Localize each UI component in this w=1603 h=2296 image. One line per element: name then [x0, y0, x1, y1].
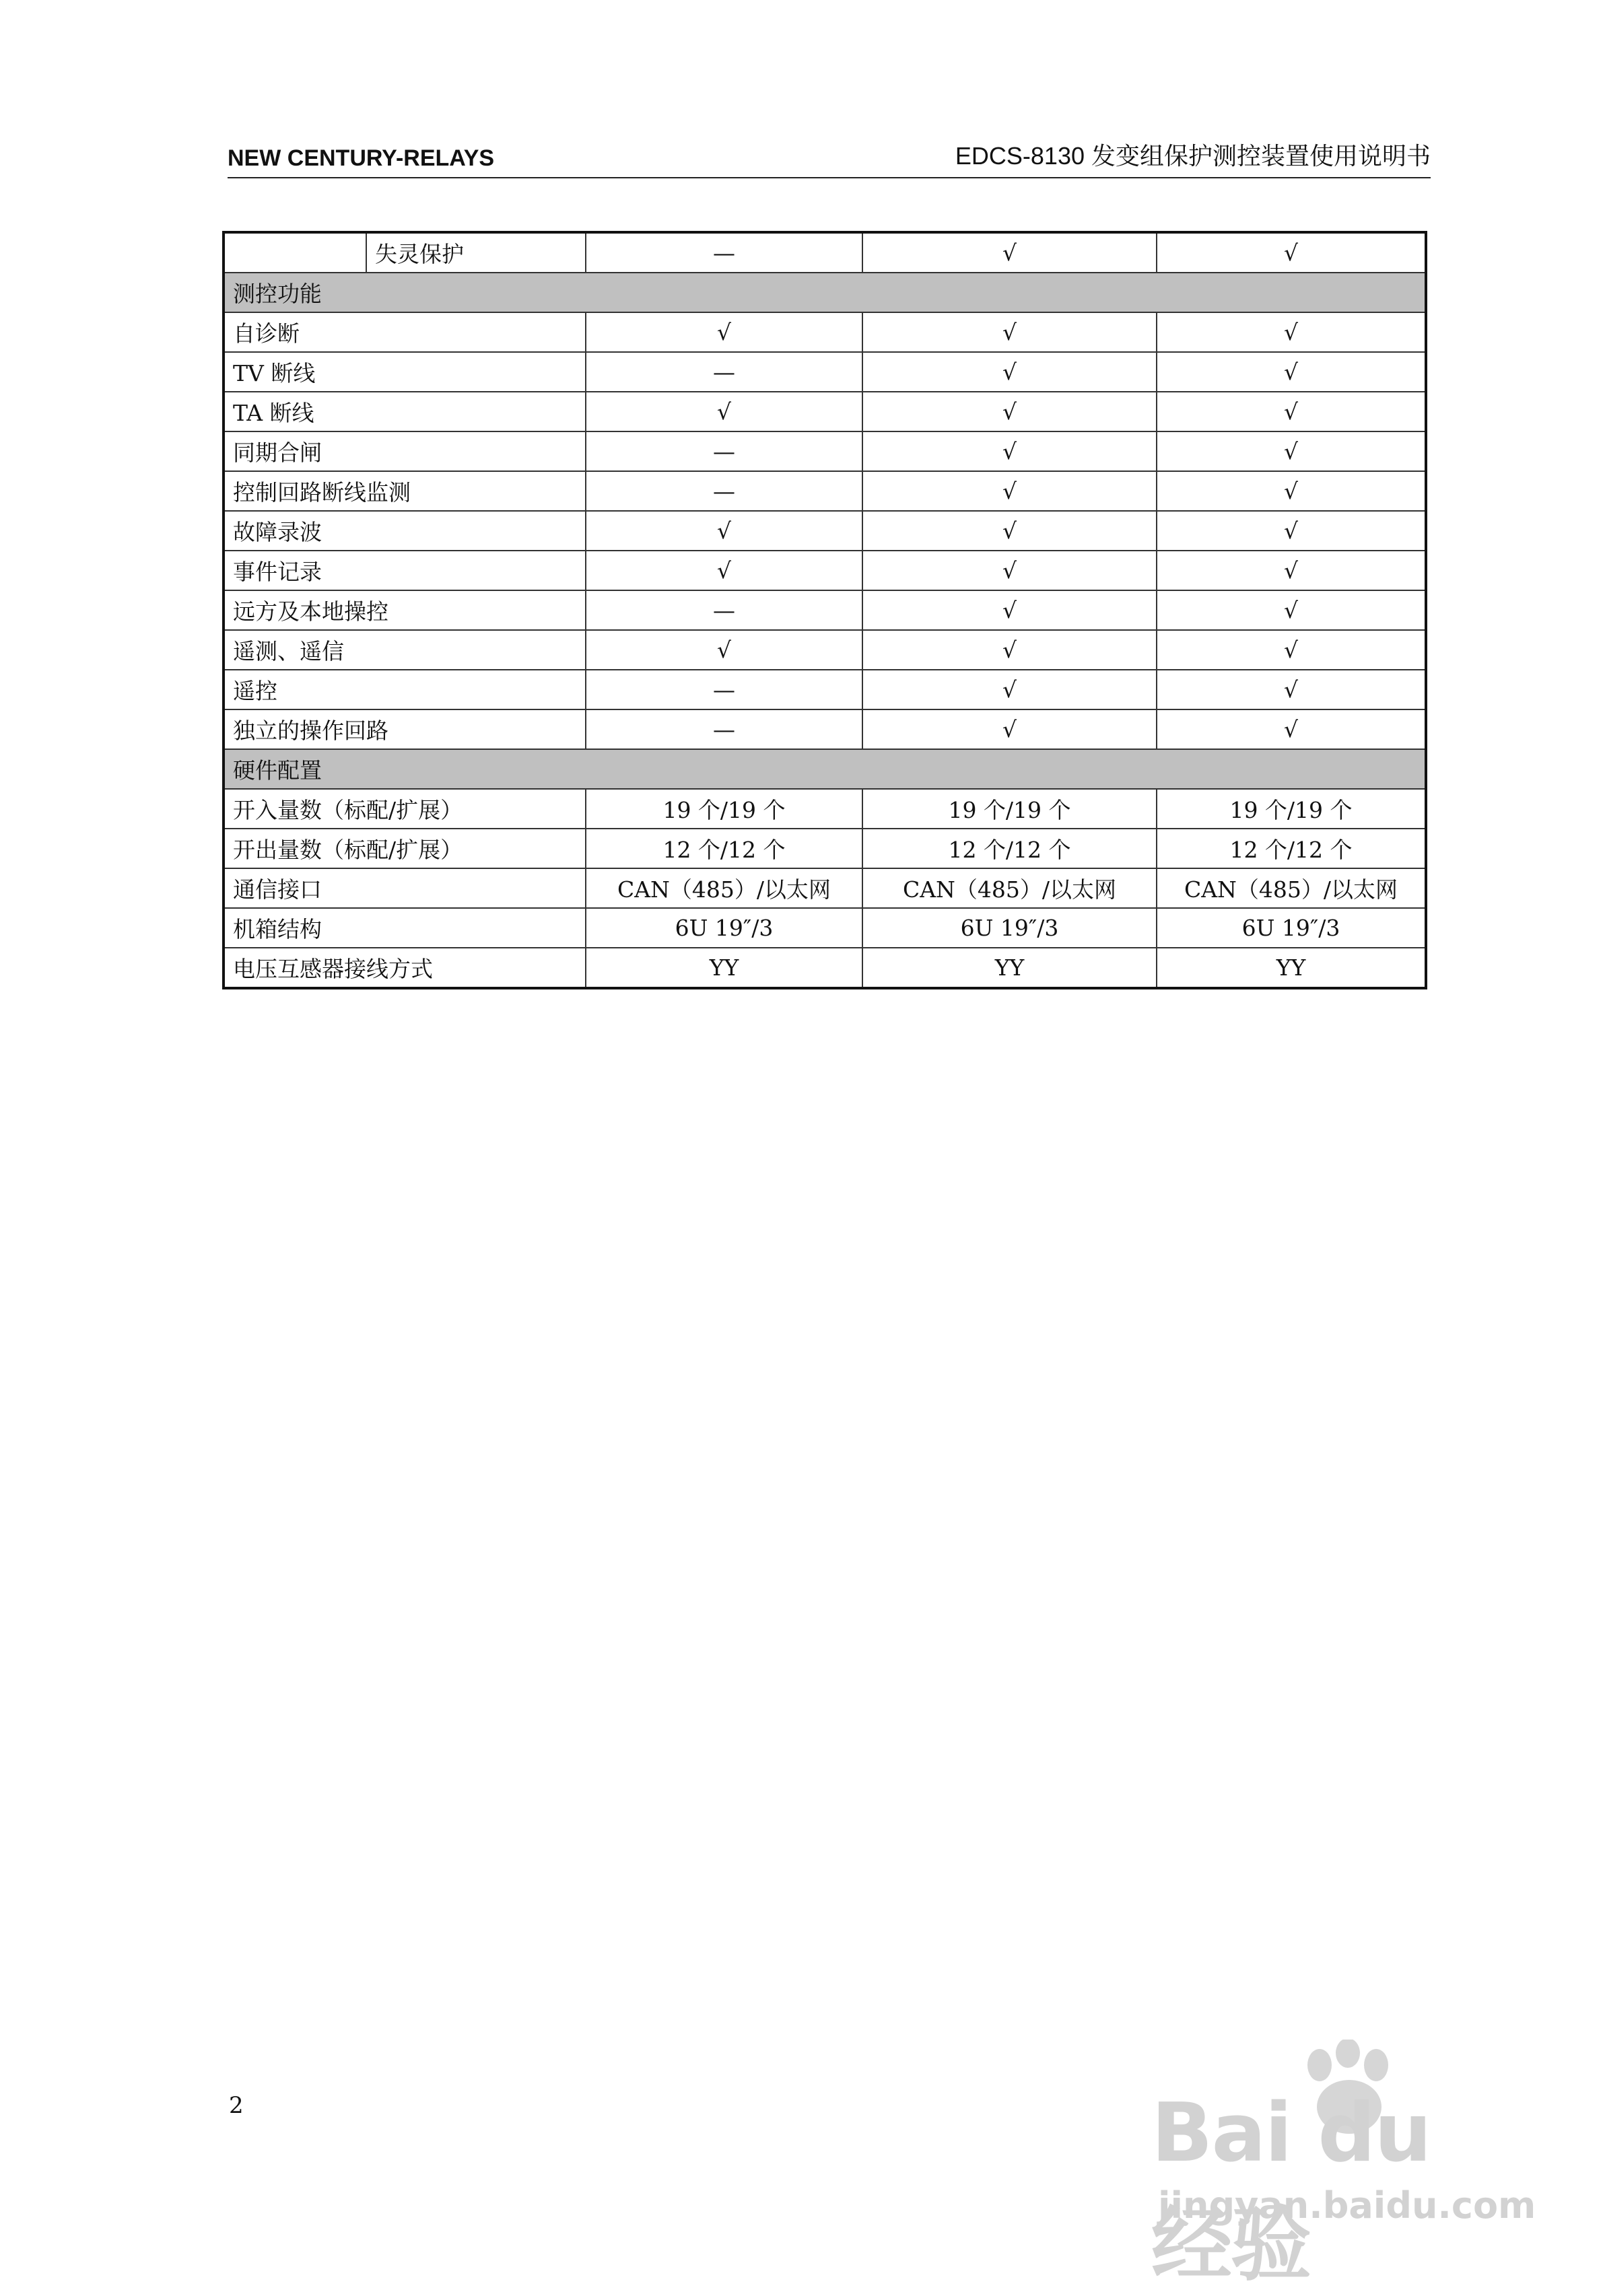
- table-row: [224, 829, 1426, 868]
- table-cell: √: [862, 392, 1157, 431]
- table-cell: √: [1157, 551, 1426, 590]
- table-cell: —: [586, 590, 862, 630]
- row-label: 开入量数（标配/扩展）: [224, 789, 586, 829]
- baidu-jingyan-watermark: [1138, 2040, 1536, 2292]
- table-row: [224, 431, 1426, 471]
- table-row: [224, 590, 1426, 630]
- table-row: [224, 312, 1426, 352]
- table-cell: √: [586, 392, 862, 431]
- table-cell: √: [862, 431, 1157, 471]
- section-header-measurement: [224, 273, 1426, 312]
- table-cell: CAN（485）/以太网: [586, 868, 862, 908]
- table-row: [224, 948, 1426, 988]
- row-label: 独立的操作回路: [224, 709, 586, 749]
- table-row: [224, 511, 1426, 551]
- table-cell: CAN（485）/以太网: [1157, 868, 1426, 908]
- row-label: 电压互感器接线方式: [224, 948, 586, 988]
- row-label: 自诊断: [224, 312, 586, 352]
- table-cell: √: [1157, 670, 1426, 709]
- row-label-spacer: [224, 232, 366, 273]
- row-label: TA 断线: [224, 392, 586, 431]
- table-row: [224, 551, 1426, 590]
- watermark-url: jingyan.baidu.com: [1158, 2184, 1536, 2227]
- table-cell: 6U 19″/3: [862, 908, 1157, 948]
- row-label: 失灵保护: [366, 232, 586, 273]
- table-cell: 19 个/19 个: [862, 789, 1157, 829]
- table-row: [224, 908, 1426, 948]
- table-cell: —: [586, 352, 862, 392]
- table-cell: √: [862, 709, 1157, 749]
- header-rule: [228, 177, 1431, 178]
- row-label: 遥控: [224, 670, 586, 709]
- table-cell: 12 个/12 个: [1157, 829, 1426, 868]
- table-cell: √: [1157, 352, 1426, 392]
- watermark-logo: Bai du 经验: [1151, 2087, 1431, 2292]
- table-cell: √: [862, 551, 1157, 590]
- section-title: 测控功能: [224, 273, 1426, 312]
- table-cell: √: [586, 630, 862, 670]
- table-row: [224, 789, 1426, 829]
- table-cell: CAN（485）/以太网: [862, 868, 1157, 908]
- table-cell: √: [862, 471, 1157, 511]
- table-cell: √: [586, 511, 862, 551]
- table-cell: YY: [862, 948, 1157, 988]
- table-cell: √: [1157, 709, 1426, 749]
- table-cell: 6U 19″/3: [1157, 908, 1426, 948]
- table-cell: —: [586, 670, 862, 709]
- table-row: [224, 670, 1426, 709]
- table-cell: 19 个/19 个: [586, 789, 862, 829]
- table-cell: √: [586, 551, 862, 590]
- table-cell: —: [586, 709, 862, 749]
- page-number: 2: [229, 2092, 244, 2119]
- table-cell: √: [1157, 511, 1426, 551]
- table-cell: √: [862, 312, 1157, 352]
- table-row: [224, 630, 1426, 670]
- section-header-hardware: [224, 749, 1426, 789]
- row-label: 故障录波: [224, 511, 586, 551]
- table-cell: 6U 19″/3: [586, 908, 862, 948]
- brand-name: NEW CENTURY-RELAYS: [228, 145, 495, 171]
- row-label: 控制回路断线监测: [224, 471, 586, 511]
- row-label: 遥测、遥信: [224, 630, 586, 670]
- table-cell: √: [862, 630, 1157, 670]
- table-cell: √: [862, 352, 1157, 392]
- row-label: 远方及本地操控: [224, 590, 586, 630]
- page-header: [228, 138, 1431, 178]
- table-cell: √: [862, 511, 1157, 551]
- row-label: 同期合闸: [224, 431, 586, 471]
- document-title: EDCS-8130 发变组保护测控装置使用说明书: [955, 142, 1431, 170]
- section-title: 硬件配置: [224, 749, 1426, 789]
- table-cell: √: [1157, 431, 1426, 471]
- table-cell: √: [1157, 471, 1426, 511]
- table-row: [224, 709, 1426, 749]
- table-row: [224, 352, 1426, 392]
- table-cell: √: [1157, 392, 1426, 431]
- row-label: 开出量数（标配/扩展）: [224, 829, 586, 868]
- table-cell: √: [1157, 590, 1426, 630]
- table-cell: √: [1157, 630, 1426, 670]
- table-row: [224, 232, 1426, 273]
- table-cell: 19 个/19 个: [1157, 789, 1426, 829]
- table-row: [224, 471, 1426, 511]
- table-cell: 12 个/12 个: [586, 829, 862, 868]
- feature-table: [222, 231, 1427, 989]
- table-cell: —: [586, 471, 862, 511]
- row-label: 事件记录: [224, 551, 586, 590]
- table-row: [224, 868, 1426, 908]
- table-cell: —: [586, 232, 862, 273]
- table-cell: √: [1157, 312, 1426, 352]
- table-row: [224, 392, 1426, 431]
- table-cell: YY: [586, 948, 862, 988]
- row-label: 通信接口: [224, 868, 586, 908]
- table-cell: √: [1157, 232, 1426, 273]
- table-cell: √: [862, 590, 1157, 630]
- table-cell: √: [586, 312, 862, 352]
- table-cell: √: [862, 232, 1157, 273]
- row-label: 机箱结构: [224, 908, 586, 948]
- row-label: TV 断线: [224, 352, 586, 392]
- table-cell: √: [862, 670, 1157, 709]
- table-cell: YY: [1157, 948, 1426, 988]
- table-cell: —: [586, 431, 862, 471]
- table-cell: 12 个/12 个: [862, 829, 1157, 868]
